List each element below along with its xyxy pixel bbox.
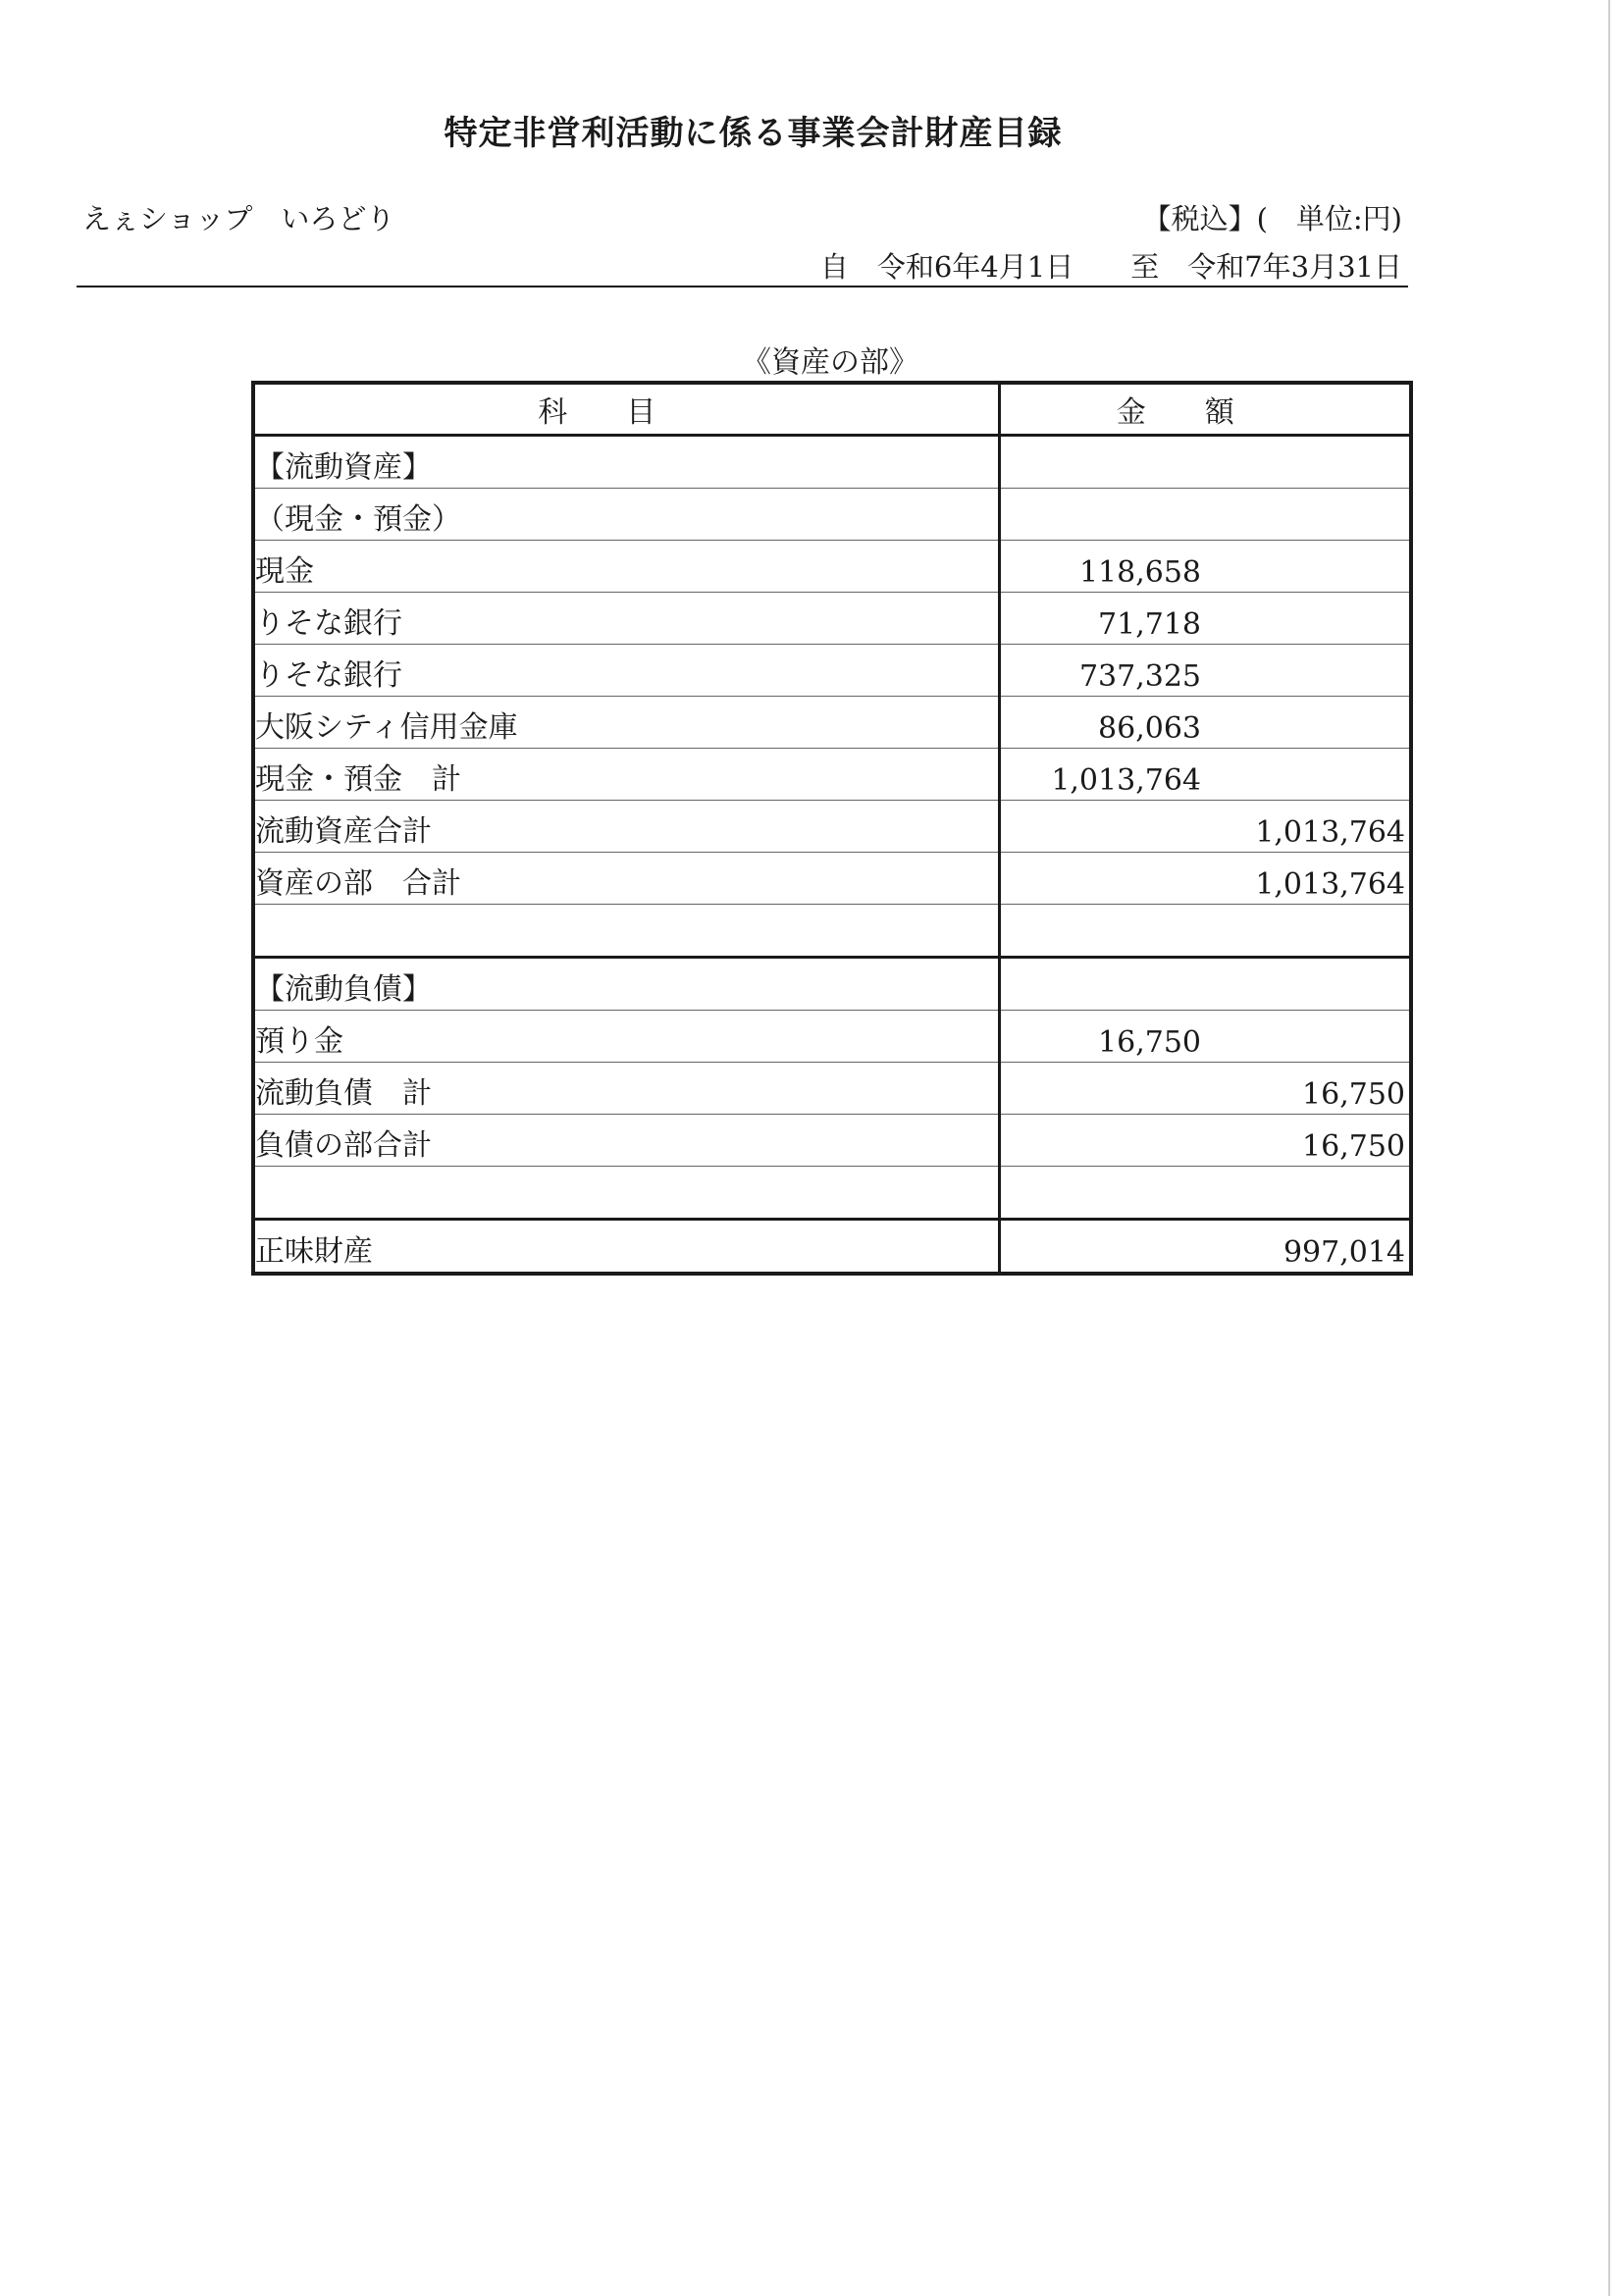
table-row	[253, 697, 1411, 749]
table-row-empty	[253, 1167, 1411, 1220]
header-divider	[77, 286, 1408, 287]
assets-section-title: 《資産の部》	[742, 345, 918, 380]
table-row	[253, 853, 1411, 905]
unit-note: 【税込】( 単位:円)	[1142, 202, 1402, 235]
table-row	[253, 958, 1411, 1011]
table-row	[253, 541, 1411, 593]
row-amount: 16,750	[1098, 1025, 1201, 1060]
table-row	[253, 749, 1411, 801]
table-row	[253, 1011, 1411, 1063]
row-label: 流動負債 計	[253, 1063, 999, 1115]
row-label: りそな銀行	[253, 645, 999, 697]
row-total: 16,750	[1302, 1077, 1405, 1112]
row-label: 流動資産合計	[253, 801, 999, 853]
row-label: 現金・預金 計	[253, 749, 999, 801]
row-amount: 118,658	[1078, 555, 1201, 590]
row-amount: 737,325	[1078, 659, 1201, 694]
row-label: 【流動資産】	[253, 436, 999, 489]
row-total: 997,014	[1283, 1235, 1405, 1270]
table-row	[253, 801, 1411, 853]
row-amount: 71,718	[1098, 607, 1201, 642]
page-edge	[1608, 0, 1610, 2296]
row-total: 1,013,764	[1255, 867, 1405, 902]
row-label: 正味財産	[253, 1220, 999, 1275]
row-label: りそな銀行	[253, 593, 999, 645]
table-row	[253, 645, 1411, 697]
table-row-net-assets	[253, 1220, 1411, 1275]
row-label: 預り金	[253, 1011, 999, 1063]
row-label: 資産の部 合計	[253, 853, 999, 905]
row-total: 1,013,764	[1255, 815, 1405, 850]
row-label: （現金・預金）	[253, 489, 999, 541]
organization-name: えぇショップ いろどり	[82, 202, 395, 235]
table-header-row	[253, 383, 1411, 436]
row-label: 大阪シティ信用金庫	[253, 697, 999, 749]
row-total: 16,750	[1302, 1129, 1405, 1164]
table-row	[253, 1063, 1411, 1115]
fiscal-period: 自 令和6年4月1日 至 令和7年3月31日	[819, 250, 1402, 284]
table-row-empty	[253, 905, 1411, 958]
table-row	[253, 593, 1411, 645]
header-item: 科目	[253, 383, 999, 436]
table-row	[253, 436, 1411, 489]
row-amount: 1,013,764	[1051, 763, 1201, 798]
table-row	[253, 489, 1411, 541]
row-label: 負債の部合計	[253, 1115, 999, 1167]
document-title: 特定非営利活動に係る事業会計財産目録	[444, 114, 1063, 153]
header-amount: 金額	[999, 383, 1411, 436]
table-row	[253, 1115, 1411, 1167]
row-label: 【流動負債】	[253, 958, 999, 1011]
row-label: 現金	[253, 541, 999, 593]
row-amount: 86,063	[1098, 711, 1201, 746]
inventory-table	[251, 381, 1413, 1276]
